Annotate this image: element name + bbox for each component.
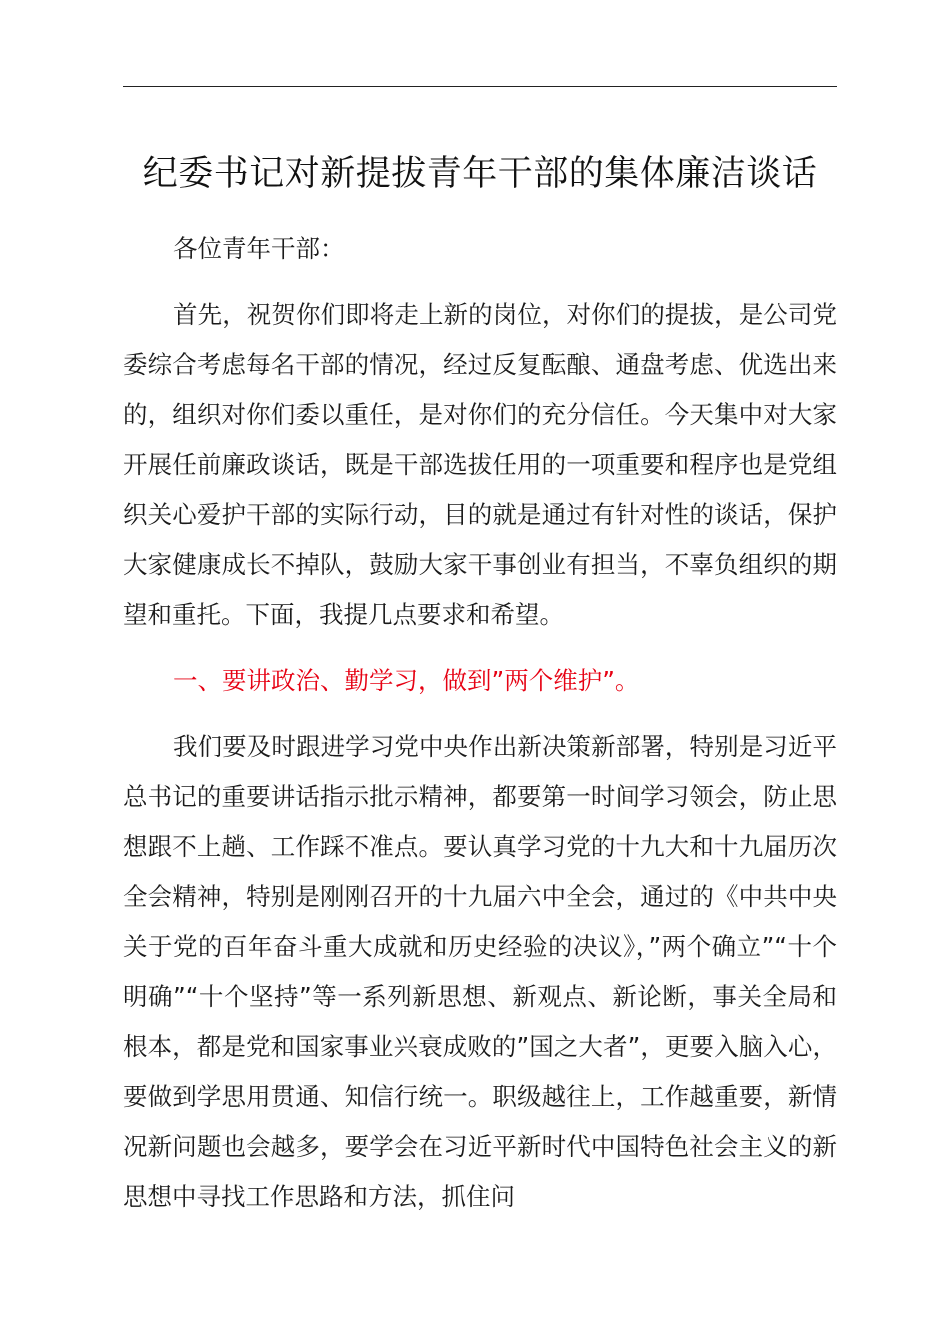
document-title: 纪委书记对新提拔青年干部的集体廉洁谈话 [142,154,818,194]
section-heading-1: 一、要讲政治、勤学习，做到”两个维护”。 [173,666,640,695]
intro-paragraph: 首先，祝贺你们即将走上新的岗位，对你们的提拔，是公司党委综合考虑每名干部的情况，经过反复酝酿、通盘考虑、优选出来的，组织对你们委以重任，是对你们的充分信任。今天集中对大家开展任前廉政谈话，既是干部选拔任用的一项重要和程序也是党组织关心爱护干部的实际行动，目的就是通过有针对性的谈话，保护大家健康成长不掉队，鼓励大家干事创业有担当，不辜负组织的期望和重托。下面，我提几点要求和希望。 [123,300,837,629]
section-1-paragraph: 我们要及时跟进学习党中央作出新决策新部署，特别是习近平总书记的重要讲话指示批示精神，都要第一时间学习领会，防止思想跟不上趟、工作踩不准点。要认真学习党的十九大和十九届历次全会精神，特别是刚刚召开的十九届六中全会，通过的《中共中央关于党的百年奋斗重大成就和历史经验的决议》，”两个确立”“十个明确”“十个坚持”等一系列新思想、新观点、新论断，事关全局和根本，都是党和国家事业兴衰成败的”国之大者”，更要入脑入心，要做到学思用贯通、知信行统一。职级越往上，工作越重要，新情况新问题也会越多，要学会在习近平新时代中国特色社会主义的新思想中寻找工作思路和方法，抓住问 [123,732,837,1211]
header-rule [123,86,837,87]
salutation: 各位青年干部： [173,234,345,263]
document-body [123,224,837,1222]
